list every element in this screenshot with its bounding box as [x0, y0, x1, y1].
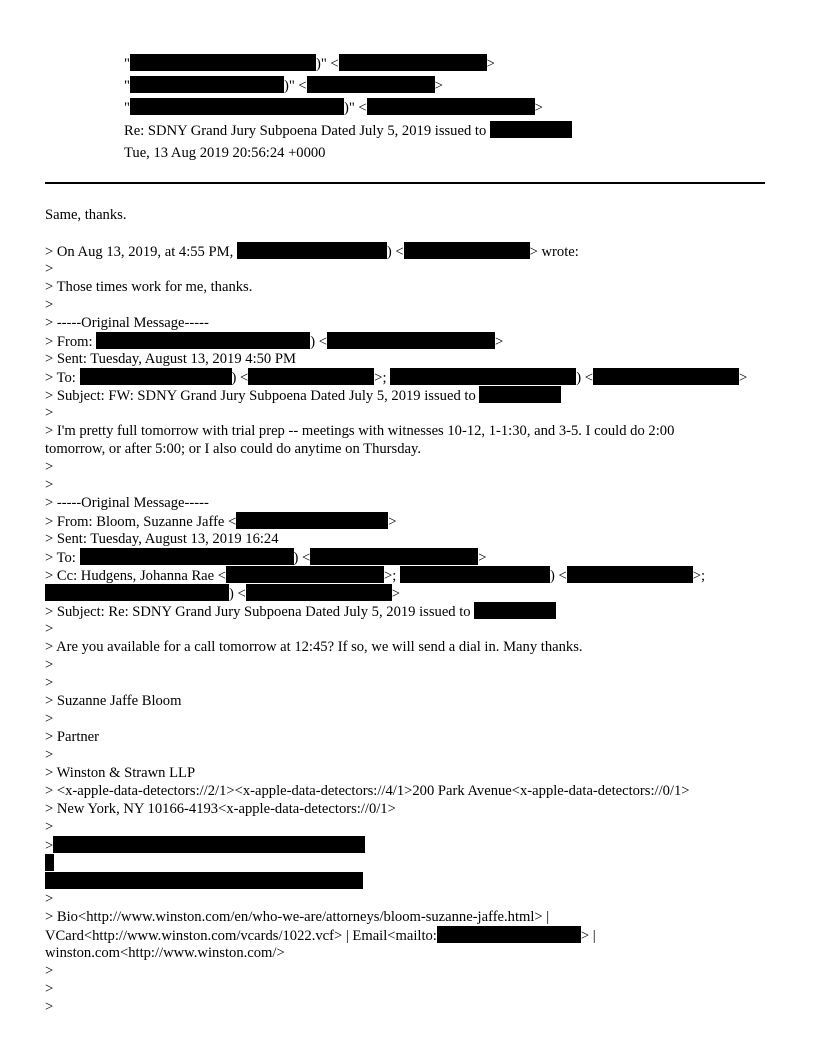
redaction — [236, 512, 388, 529]
redaction — [307, 76, 435, 93]
redaction — [367, 98, 535, 115]
body-line: > — [45, 477, 54, 493]
redaction — [246, 584, 392, 601]
redaction — [53, 836, 365, 853]
body-line: > — [45, 963, 54, 979]
body-line: > — [45, 819, 54, 835]
body-line: > Subject: Re: SDNY Grand Jury Subpoena Dated July 5, 2019 issued to — [45, 602, 556, 620]
body-line: > — [45, 261, 54, 277]
redaction — [80, 548, 294, 565]
body-line: VCard<http://www.winston.com/vcards/1022.vcf> | Email<mailto: > | — [45, 928, 596, 944]
redaction — [130, 54, 316, 71]
redaction — [130, 76, 284, 93]
body-line: > — [45, 999, 54, 1015]
redaction — [327, 332, 495, 349]
body-line: > To: ) < >; ) < > — [45, 370, 748, 386]
body-line: > Sent: Tuesday, August 13, 2019 4:50 PM — [45, 351, 296, 367]
body-line: > From: Bloom, Suzanne Jaffe < > — [45, 514, 397, 530]
redaction — [339, 54, 487, 71]
body-line: winston.com<http://www.winston.com/> — [45, 945, 285, 961]
redaction — [474, 602, 556, 619]
to-value: " )" < > — [124, 78, 443, 94]
body-line: > — [45, 405, 54, 421]
body-line: > From: ) < > — [45, 334, 504, 350]
subject-value: Re: SDNY Grand Jury Subpoena Dated July 5, 2019 issued to — [124, 121, 572, 140]
body-line: > Bio<http://www.winston.com/en/who-we-are/attorneys/bloom-suzanne-jaffe.html> | — [45, 909, 550, 925]
body-line: > — [45, 297, 54, 313]
redaction — [479, 386, 561, 403]
body-line: > — [45, 675, 54, 691]
body-line: > Subject: FW: SDNY Grand Jury Subpoena Dated July 5, 2019 issued to — [45, 386, 561, 404]
body-line: > — [45, 747, 54, 763]
redaction — [45, 584, 229, 601]
redaction — [390, 368, 576, 385]
body-line: > I'm pretty full tomorrow with trial prep -- meetings with witnesses 10-12, 1-1:30, and 3-5. I could do 2:00 — [45, 423, 675, 439]
body-line: > To: ) < > — [45, 550, 487, 566]
redaction — [310, 548, 478, 565]
redaction — [226, 566, 384, 583]
body-line: > <x-apple-data-detectors://2/1><x-apple-data-detectors://4/1>200 Park Avenue<x-apple-data-detectors://0/1> — [45, 783, 690, 799]
redaction — [437, 926, 581, 943]
body-line: > -----Original Message----- — [45, 315, 209, 331]
body-line: > Partner — [45, 729, 100, 745]
body-line: > Winston & Strawn LLP — [45, 765, 196, 781]
body-line: > Suzanne Jaffe Bloom — [45, 693, 182, 709]
cc-value: " )" < > — [124, 100, 543, 116]
redaction — [237, 242, 387, 259]
body-line: > — [45, 836, 365, 854]
body-line: > Sent: Tuesday, August 13, 2019 16:24 — [45, 531, 279, 547]
body-line — [45, 872, 363, 890]
redaction — [404, 242, 530, 259]
body-line: tomorrow, or after 5:00; or I also could do anytime on Thursday. — [45, 441, 421, 457]
body-line: > — [45, 621, 54, 637]
body-line: > On Aug 13, 2019, at 4:55 PM, ) < > wrote: — [45, 244, 579, 260]
body-line: > — [45, 891, 54, 907]
redaction — [400, 566, 550, 583]
body-line: > — [45, 711, 54, 727]
redaction — [45, 854, 54, 871]
redaction — [593, 368, 739, 385]
redaction — [45, 872, 363, 889]
body-line: > Are you available for a call tomorrow at 12:45? If so, we will send a dial in. Many thanks. — [45, 639, 583, 655]
body-line: > New York, NY 10166-4193<x-apple-data-detectors://0/1> — [45, 801, 396, 817]
from-value: " )" < > — [124, 56, 495, 72]
date-value: Tue, 13 Aug 2019 20:56:24 +0000 — [124, 145, 326, 161]
body-line: > — [45, 459, 54, 475]
body-line: > Cc: Hudgens, Johanna Rae < >; ) < >; — [45, 568, 706, 584]
redaction — [248, 368, 374, 385]
redaction — [130, 98, 344, 115]
body-line: > — [45, 981, 54, 997]
redaction — [80, 368, 232, 385]
body-line: > — [45, 657, 54, 673]
redaction — [96, 332, 310, 349]
body-line: > -----Original Message----- — [45, 495, 209, 511]
redaction — [490, 121, 572, 138]
body-line: Same, thanks. — [45, 207, 127, 223]
body-line — [45, 854, 54, 872]
header-divider — [45, 182, 765, 184]
body-line: > Those times work for me, thanks. — [45, 279, 253, 295]
redaction — [567, 566, 693, 583]
body-line: ) < > — [45, 584, 400, 602]
